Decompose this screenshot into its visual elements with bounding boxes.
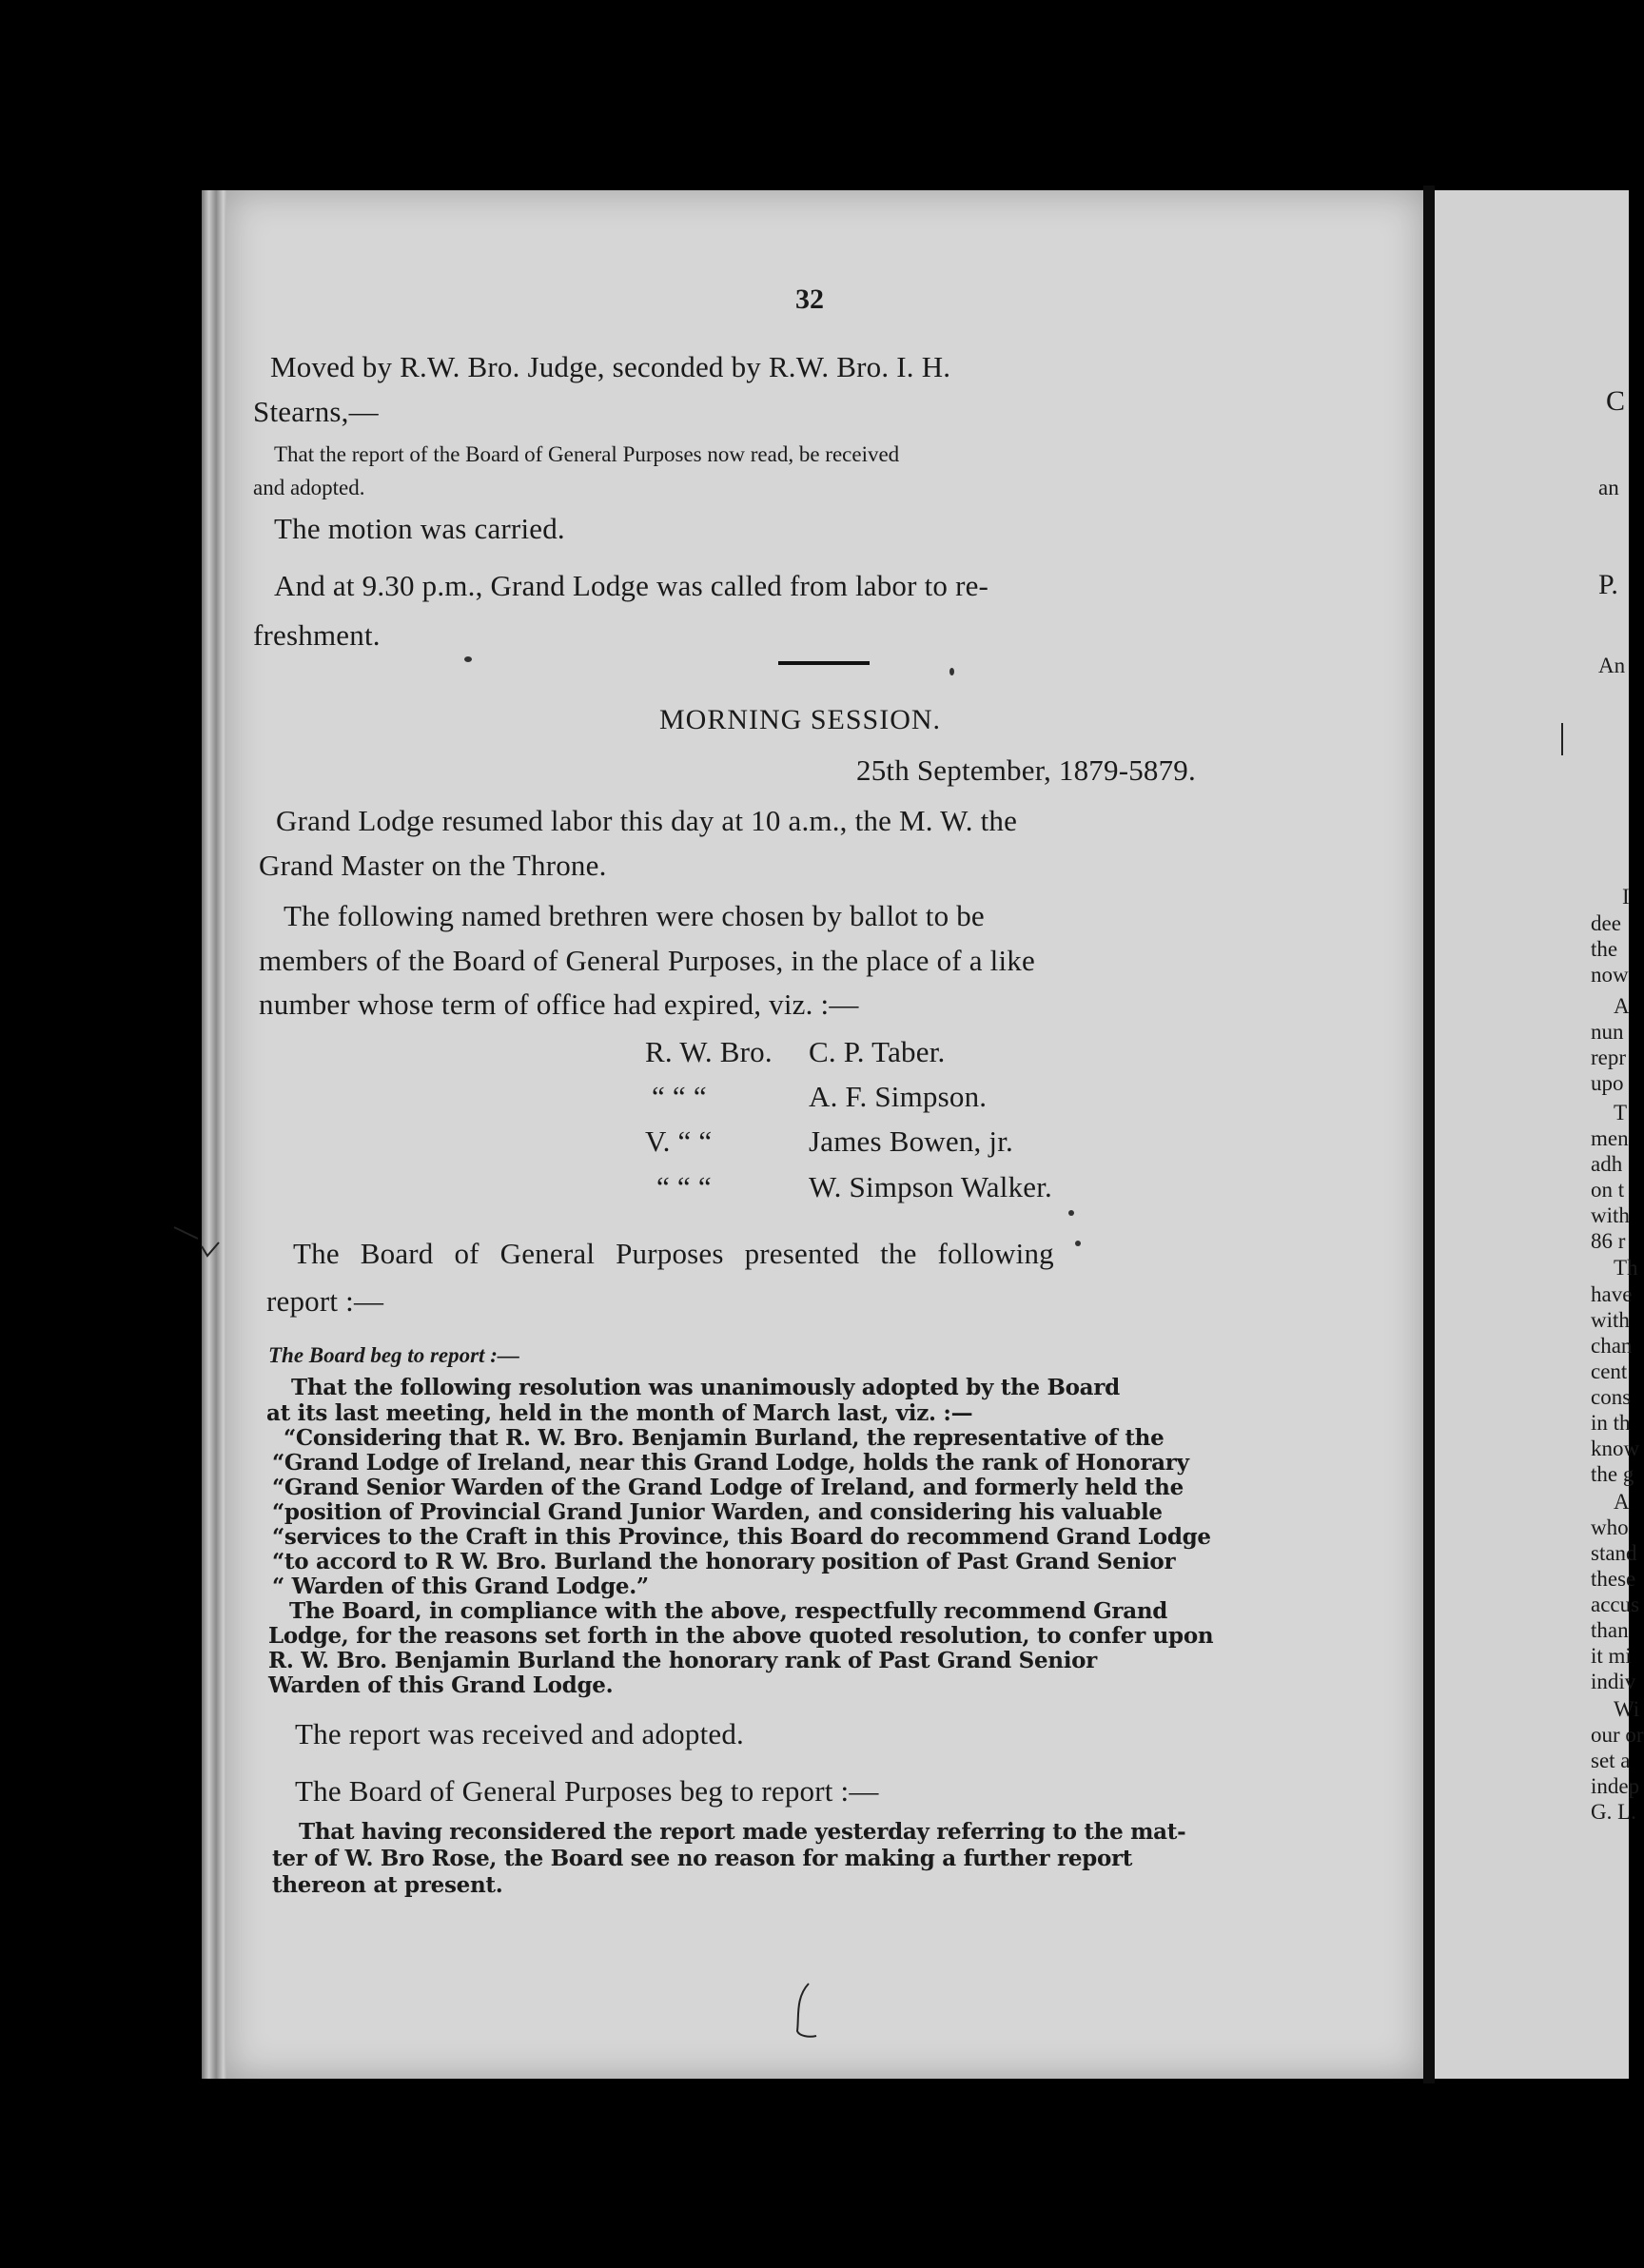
report-line: The Board, in compliance with the above, respectfully recommend Grand [289,1598,1168,1624]
resumed-line-2: Grand Master on the Throne. [259,849,607,882]
report-line: Warden of this Grand Lodge. [268,1672,614,1698]
member-name: James Bowen, jr. [809,1124,1014,1158]
right-fragment: chan [1591,1334,1633,1358]
section-rule [778,661,870,665]
session-date: 25th September, 1879-5879. [856,753,1196,787]
report-line: “position of Provincial Grand Junior Warden, and considering his valuable [272,1499,1163,1525]
ink-speck [1075,1241,1081,1246]
right-fragment: G. L. [1591,1800,1636,1824]
right-fragment: indep [1591,1774,1640,1798]
refreshment-line-1: And at 9.30 p.m., Grand Lodge was called from labor to re- [274,569,989,602]
right-fragment: An [1598,654,1626,677]
right-fragment: T [1614,1101,1628,1124]
member-prefix: “ “ “ [652,1080,707,1113]
right-fragment: than [1591,1618,1629,1642]
motion-carried: The motion was carried. [274,512,565,545]
report-line: “ Warden of this Grand Lodge.” [272,1574,649,1599]
right-fragment: now [1591,963,1629,987]
member-prefix: “ “ “ [656,1170,712,1203]
right-fragment: the g [1591,1462,1634,1486]
right-fragment: on t [1591,1178,1625,1202]
right-fragment: an [1598,476,1619,499]
report-line: That the following resolution was unanimously adopted by the Board [291,1375,1120,1400]
final-line: thereon at present. [272,1872,503,1898]
right-fragment: in th [1591,1411,1631,1435]
report-line: “Grand Senior Warden of the Grand Lodge of Ireland, and formerly held the [272,1475,1184,1500]
right-fragment: cons [1591,1385,1632,1409]
member-name: C. P. Taber. [809,1035,946,1068]
right-fragment: I [1622,885,1630,909]
right-fragment: Th [1614,1256,1638,1280]
right-fragment: nun [1591,1020,1624,1044]
report-received: The report was received and adopted. [295,1717,744,1750]
right-fragment: stand [1591,1541,1637,1565]
resumed-line-1: Grand Lodge resumed labor this day at 10 a.m., the M. W. the [276,804,1018,837]
ballot-line-3: number whose term of office had expired, viz. :— [259,987,859,1021]
right-margin-mark [1556,721,1568,759]
resolution-line-1: That the report of the Board of General Purposes now read, be received [274,442,900,466]
beg-report: The Board of General Purposes beg to report :— [295,1774,879,1808]
right-fragment: accus [1591,1593,1640,1616]
final-line: That having reconsidered the report made yesterday referring to the mat- [299,1819,1186,1845]
right-fragment: upo [1591,1071,1624,1095]
right-fragment: 86 r [1591,1229,1626,1253]
right-fragment: dee [1591,911,1621,935]
report-line: R. W. Bro. Benjamin Burland the honorary rank of Past Grand Senior [268,1648,1098,1673]
right-fragment: these [1591,1567,1636,1591]
right-fragment: have [1591,1282,1633,1306]
member-prefix: V. “ “ [645,1124,713,1158]
member-name: W. Simpson Walker. [809,1170,1053,1203]
ballot-line-1: The following named brethren were chosen by ballot to be [284,899,985,932]
right-fragment: men [1591,1126,1629,1150]
refreshment-line-2: freshment. [253,618,381,652]
report-line: at its last meeting, held in the month of March last, viz. :— [266,1400,973,1426]
board-beg-label: The Board beg to report :— [268,1343,519,1367]
report-line: “services to the Craft in this Province, this Board do recommend Grand Lodge [272,1524,1211,1550]
ink-speck [1068,1210,1074,1216]
final-line: ter of W. Bro Rose, the Board see no reason for making a further report [272,1846,1133,1871]
resolution-line-2: and adopted. [253,476,365,499]
right-fragment: set a [1591,1749,1631,1772]
presented-line-2: report :— [266,1284,384,1318]
motion-line-1: Moved by R.W. Bro. Judge, seconded by R.W. Bro. I. H. [270,350,951,383]
report-line: “Grand Lodge of Ireland, near this Grand Lodge, holds the rank of Honorary [272,1450,1189,1476]
page-gutter [1423,186,1435,2083]
right-fragment: who [1591,1515,1629,1539]
right-fragment: know [1591,1437,1640,1460]
report-line: “Considering that R. W. Bro. Benjamin Burland, the representative of the [284,1425,1164,1451]
right-fragment: A [1614,994,1630,1018]
right-fragment: indiv [1591,1670,1636,1693]
report-line: “to accord to R W. Bro. Burland the honorary position of Past Grand Senior [272,1549,1176,1574]
right-fragment: adh [1591,1152,1623,1176]
right-fragment: repr [1591,1046,1627,1069]
right-fragment: it mi [1591,1644,1632,1668]
presented-line-1: The Board of General Purposes presented the following [293,1237,1054,1270]
session-heading: MORNING SESSION. [659,704,942,735]
right-fragment: C [1606,385,1626,417]
right-fragment: the [1591,937,1618,961]
left-page [226,190,1423,2079]
ink-speck [949,668,954,675]
right-fragment: cent [1591,1359,1628,1383]
member-prefix: R. W. Bro. [645,1035,773,1068]
page-number: 32 [795,284,824,315]
right-fragment: P. [1598,569,1618,600]
right-fragment: Wi [1614,1697,1640,1721]
right-fragment: our or [1591,1723,1644,1747]
motion-line-2: Stearns,— [253,395,379,428]
ballot-line-2: members of the Board of General Purposes, in the place of a like [259,944,1035,977]
margin-mark [169,1218,245,1265]
right-page [1435,190,1644,2079]
report-line: Lodge, for the reasons set forth in the above quoted resolution, to confer upon [268,1623,1214,1649]
member-name: A. F. Simpson. [809,1080,988,1113]
bottom-pencil-mark [788,1979,826,2045]
right-fragment: A [1614,1490,1630,1514]
right-fragment: with [1591,1203,1630,1227]
right-fragment: with [1591,1308,1630,1332]
ink-speck [464,656,472,662]
